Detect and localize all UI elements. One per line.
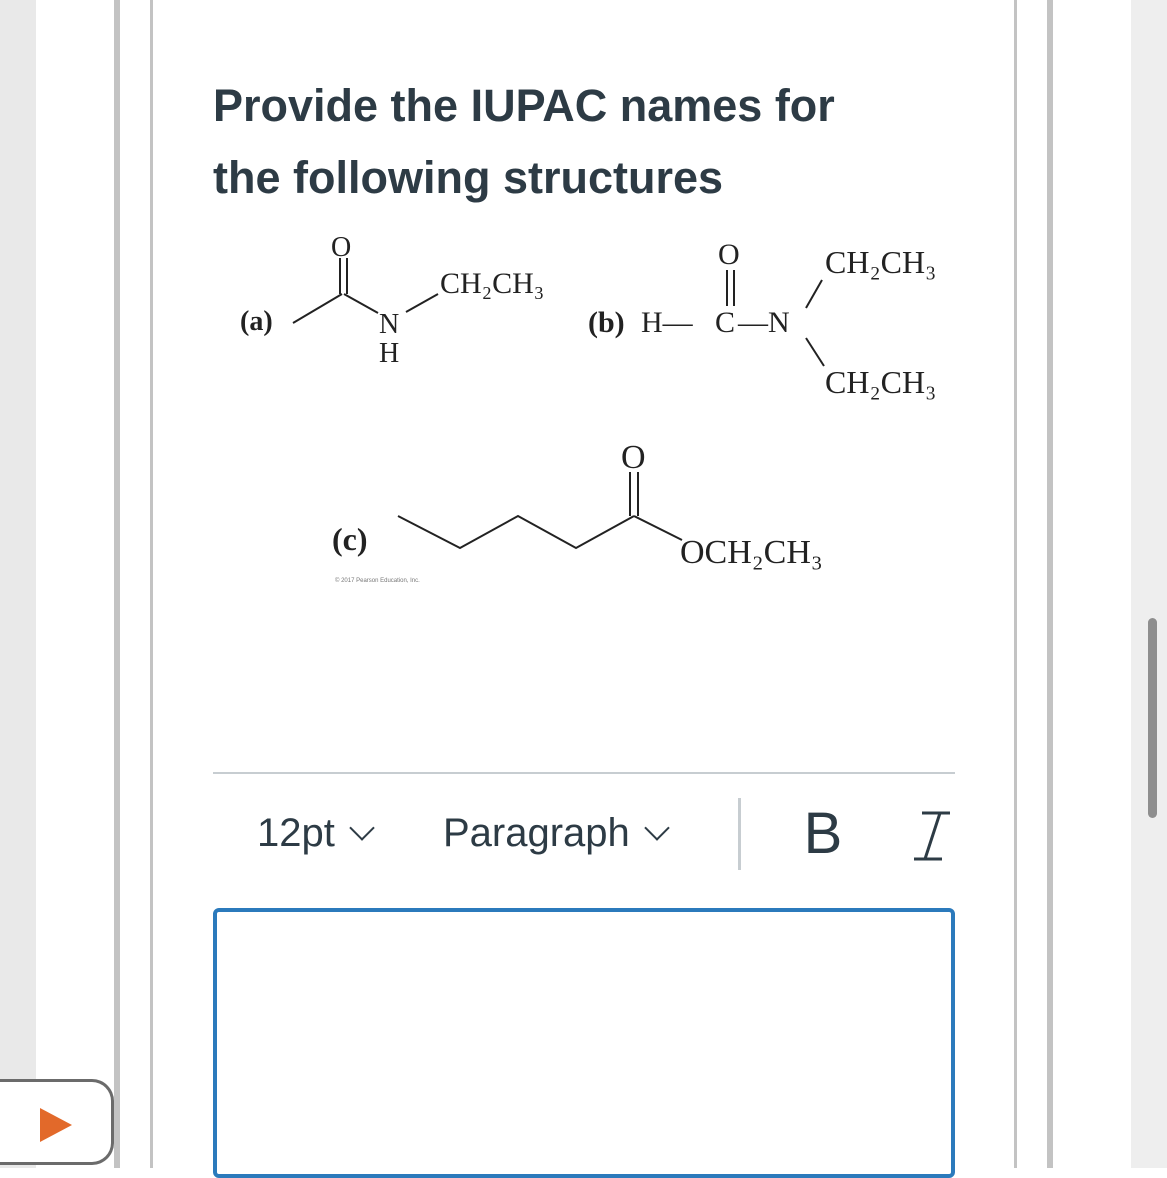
font-size-dropdown[interactable] — [257, 805, 371, 861]
structure-b-nitrogen-bond: —N — [738, 306, 790, 339]
italic-button[interactable] — [910, 801, 954, 867]
chemical-structures-figure — [220, 228, 980, 598]
block-format-dropdown[interactable] — [443, 805, 666, 861]
toolbar-divider — [213, 772, 955, 774]
left-panel — [36, 0, 114, 1168]
block-format-value: Paragraph — [443, 810, 630, 855]
structure-a-label: (a) — [240, 306, 273, 337]
structure-a-oxygen: O — [331, 232, 352, 263]
frame-border — [1014, 0, 1017, 1168]
structure-c-oxygen: O — [621, 439, 646, 476]
structure-b-carbon: C — [715, 306, 736, 339]
structure-a — [240, 232, 544, 369]
structure-b-label: (b) — [588, 306, 625, 339]
structure-c-label: (c) — [332, 521, 368, 557]
editor-toolbar — [213, 795, 955, 875]
answer-text-area[interactable] — [213, 908, 955, 1178]
left-gutter — [0, 0, 36, 1168]
bold-button[interactable]: B — [803, 801, 843, 866]
frame-border — [1047, 0, 1053, 1168]
italic-icon — [910, 801, 954, 867]
structure-b — [588, 238, 936, 400]
structure-a-hydrogen: H — [379, 338, 400, 369]
question-title-line-1: Provide the IUPAC names for — [213, 80, 835, 131]
structure-a-nitrogen: N — [379, 309, 400, 340]
font-size-value: 12pt — [257, 810, 335, 855]
structure-b-oxygen: O — [718, 238, 740, 271]
question-title-line-2: the following structures — [213, 152, 724, 203]
scrollbar-thumb[interactable] — [1148, 618, 1157, 818]
frame-border — [150, 0, 153, 1168]
structure-c-ester-group: OCH₂CH₃ — [680, 534, 823, 571]
structure-c — [332, 439, 823, 584]
structure-b-hydrogen: H— — [641, 306, 693, 339]
play-triangle-icon — [38, 1106, 74, 1144]
play-button[interactable] — [0, 1079, 114, 1165]
chevron-down-icon — [349, 815, 374, 840]
frame-gap — [120, 0, 150, 1168]
structure-b-ethyl-bottom: CH₂CH₃ — [825, 364, 937, 400]
right-gutter — [1131, 0, 1167, 1168]
question-title — [213, 70, 973, 214]
chevron-down-icon — [644, 815, 669, 840]
toolbar-separator — [738, 798, 741, 870]
structure-b-ethyl-top: CH₂CH₃ — [825, 244, 937, 280]
copyright-caption: © 2017 Pearson Education, Inc. — [335, 578, 420, 584]
structure-a-ethyl: CH₂CH₃ — [440, 267, 545, 300]
